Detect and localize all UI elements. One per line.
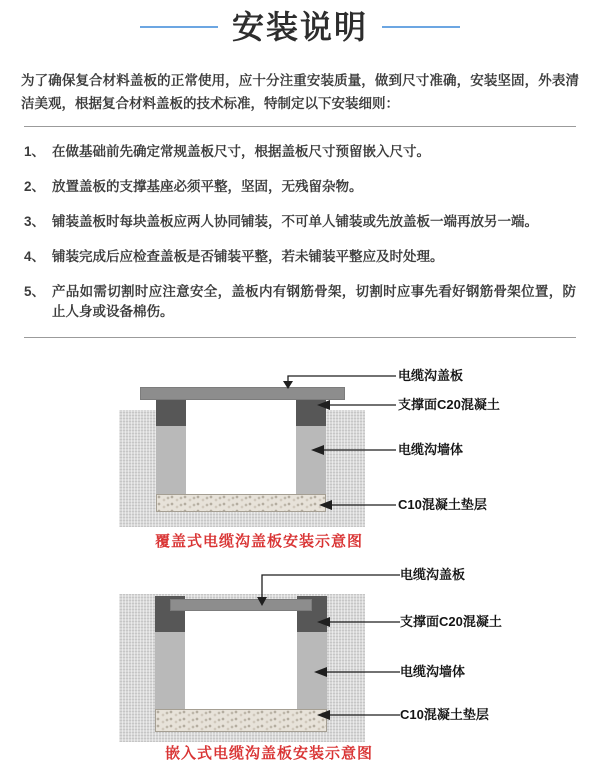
diagram-caption: 嵌入式电缆沟盖板安装示意图 — [165, 745, 374, 762]
cover-plate — [140, 387, 345, 400]
rule-item — [24, 247, 576, 267]
rule-text: 铺装盖板时每块盖板应两人协同铺装，不可单人铺装或先放盖板一端再放另一端。 — [52, 214, 538, 229]
rule-text: 产品如需切割时应注意安全，盖板内有钢筋骨架，切割时应事先看好钢筋骨架位置，防止人身或设备棉伤。 — [52, 284, 576, 319]
rule-number: 3、 — [24, 214, 46, 229]
diagram-covered-install — [0, 354, 600, 559]
page-title: 安装说明 — [231, 8, 368, 45]
cover-plate-embedded — [170, 599, 312, 611]
rule-number: 5、 — [24, 284, 46, 299]
trench-wall-right — [297, 632, 327, 709]
title-divider-right — [382, 26, 460, 28]
trench-wall-right — [296, 426, 326, 494]
header — [0, 0, 600, 48]
section-divider — [24, 337, 576, 338]
c20-support-right — [296, 399, 326, 426]
intro-paragraph: 为了确保复合材料盖板的正常使用，应十分注重安装质量，做到尺寸准确，安装坚固，外表清洁美观，根据复合材料盖板的技术标准，特制定以下安装细则： — [21, 73, 579, 111]
c10-cushion-layer — [156, 494, 326, 512]
rule-item — [24, 282, 576, 322]
rule-item — [24, 212, 576, 232]
rule-number: 1、 — [24, 144, 46, 159]
label-cover-plate: 电缆沟盖板 — [398, 368, 464, 383]
rule-text: 铺装完成后应检查盖板是否铺装平整，若未铺装平整应及时处理。 — [52, 249, 444, 264]
rule-text: 在做基础前先确定常规盖板尺寸，根据盖板尺寸预留嵌入尺寸。 — [52, 144, 430, 159]
installation-rules-list — [24, 142, 576, 322]
diagram-caption: 覆盖式电缆沟盖板安装示意图 — [155, 533, 364, 550]
label-cover-plate: 电缆沟盖板 — [400, 567, 466, 582]
rule-item — [24, 177, 576, 197]
label-trench-wall: 电缆沟墙体 — [400, 664, 466, 679]
trench-cavity — [186, 399, 296, 494]
trench-cavity — [185, 610, 297, 714]
label-trench-wall: 电缆沟墙体 — [398, 442, 464, 457]
rule-number: 4、 — [24, 249, 46, 264]
rule-number: 2、 — [24, 179, 46, 194]
label-c20-support: 支撑面C20混凝土 — [400, 614, 502, 629]
section-divider — [24, 126, 576, 127]
c10-cushion-layer — [155, 709, 327, 732]
rule-item — [24, 142, 576, 162]
label-c20-support: 支撑面C20混凝土 — [398, 397, 500, 412]
label-c10-cushion: C10混凝土垫层 — [400, 707, 489, 722]
diagram-embedded-install — [0, 559, 600, 778]
title-divider-left — [140, 26, 218, 28]
trench-wall-left — [155, 632, 185, 709]
label-c10-cushion: C10混凝土垫层 — [398, 497, 487, 512]
c20-support-left — [156, 399, 186, 426]
trench-wall-left — [156, 426, 186, 494]
rule-text: 放置盖板的支撑基座必须平整，坚固，无残留杂物。 — [52, 179, 363, 194]
